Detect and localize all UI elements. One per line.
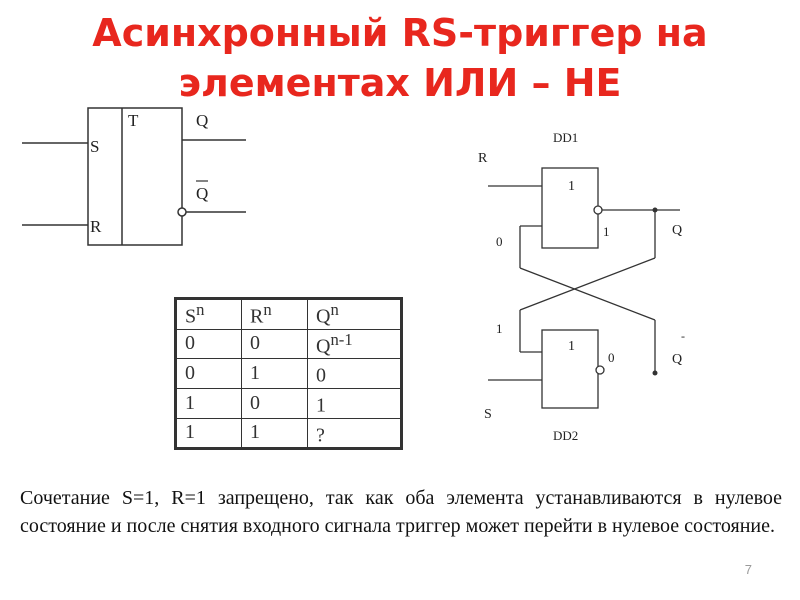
dd2-label: DD2 (553, 428, 579, 443)
nor-circuit (488, 168, 683, 408)
cell-r: 1 (242, 359, 308, 389)
header-qn: $Q^n$ (308, 299, 402, 330)
explanation-text: Сочетание S=1, R=1 запрещено, так как оба элемента устанавливаются в нулевое состояние и после снятия входного сигнала триггер может перейти в нулевое состояние. (20, 487, 782, 537)
table-row (176, 329, 402, 359)
dd1-output-value: 1 (603, 224, 610, 239)
dd1-output-bubble (594, 206, 602, 214)
symbol-s-label: S (90, 137, 100, 156)
cell-s: 1 (176, 388, 242, 418)
truth-table (174, 297, 403, 450)
cross-wire-b (520, 258, 655, 310)
circuit-s-label: S (484, 407, 492, 422)
title-line-2: элементах ИЛИ – НЕ (178, 61, 622, 105)
cross-wire-a (520, 268, 655, 320)
cell-s: 1 (176, 418, 242, 449)
circuit-overbar-mark: - (681, 329, 685, 343)
r-side-value: 0 (496, 234, 503, 249)
truth-table-header (176, 299, 402, 330)
table-row (176, 388, 402, 418)
trigger-type-label: T (128, 111, 139, 130)
cell-s: 0 (176, 359, 242, 389)
cell-s: 0 (176, 329, 242, 359)
dd1-gate-symbol: 1 (568, 179, 575, 194)
dd2-gate-symbol: 1 (568, 339, 575, 354)
inversion-bubble (178, 208, 186, 216)
table-row (176, 418, 402, 449)
page-number: 7 (744, 562, 752, 577)
q-inv-junction-dot (653, 371, 658, 376)
circuit-r-label: R (478, 151, 488, 166)
circuit-q-label: Q (672, 223, 683, 238)
dd2-output-value: 0 (608, 350, 615, 365)
cell-r: 0 (242, 329, 308, 359)
cell-q: $Q^{n-1}$ (308, 329, 402, 359)
cell-q: 0 (308, 359, 402, 389)
cell-r: 1 (242, 418, 308, 449)
dd1-label: DD1 (553, 130, 579, 145)
table-row (176, 359, 402, 389)
header-sn: $S^n$ (176, 299, 242, 330)
cell-r: 0 (242, 388, 308, 418)
circuit-q-inv-label: Q (672, 352, 683, 367)
dd2-output-bubble (596, 366, 604, 374)
title-line-1: Асинхронный RS-триггер на (92, 11, 708, 55)
cell-q: ? (308, 418, 402, 449)
symbol-q-inv-label: Q (196, 184, 209, 203)
header-rn: $R^n$ (242, 299, 308, 330)
s-side-value: 1 (496, 321, 503, 336)
symbol-q-label: Q (196, 111, 209, 130)
symbol-r-label: R (90, 217, 102, 236)
q-junction-dot (653, 208, 658, 213)
cell-q: 1 (308, 388, 402, 418)
